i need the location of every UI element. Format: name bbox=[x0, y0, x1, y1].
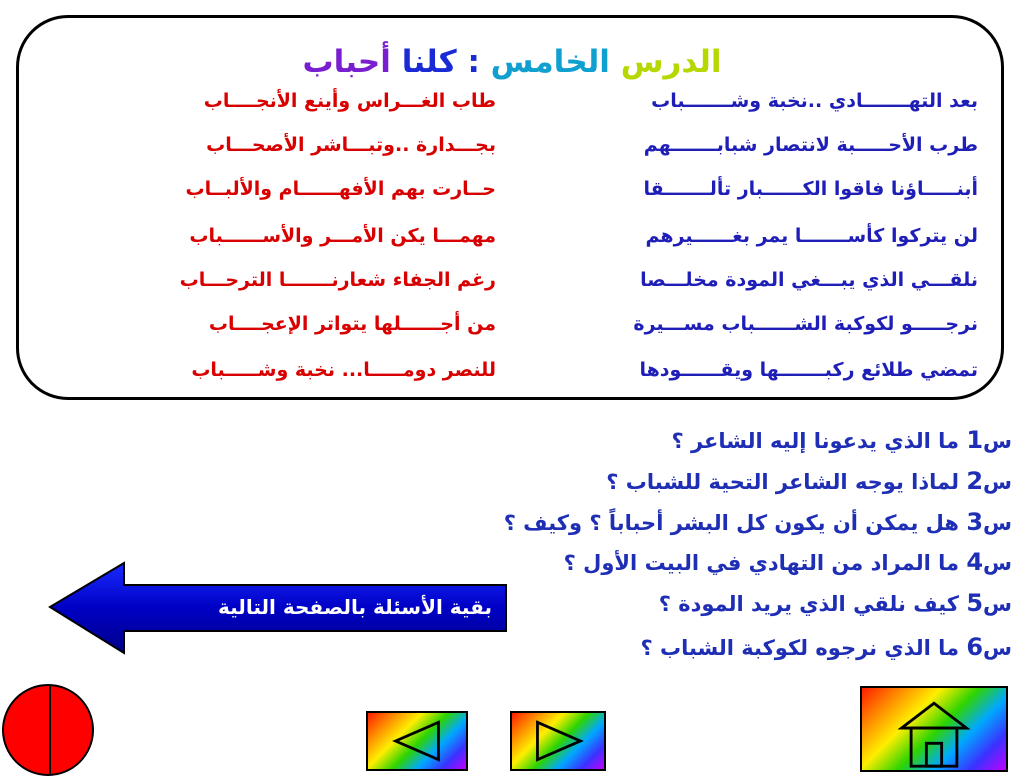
question-3: س3 هل يمكن أن يكون كل البشر أحباباً ؟ وكيف ؟ bbox=[503, 508, 1012, 536]
verse-2-first-half: طرب الأحـــــبة لانتصار شبابـــــــهم bbox=[643, 134, 978, 156]
title-separator: : bbox=[467, 44, 480, 80]
next-page-label[interactable]: بقية الأسئلة بالصفحة التالية bbox=[218, 595, 492, 619]
verse-7-second-half: للنصر دومـــــا... نخبة وشـــــباب bbox=[191, 359, 496, 381]
lesson-title bbox=[0, 40, 1024, 84]
verse-3-first-half: أبنـــــاؤنا فاقوا الكــــــبار تألـــــــقا bbox=[643, 178, 978, 200]
verse-4-second-half: مهمـــا يكن الأمـــر والأســــــباب bbox=[189, 225, 496, 247]
verse-1-first-half: بعد التهـــــــادي ..نخبة وشـــــــباب bbox=[651, 90, 978, 112]
verse-3-second-half: حــارت بهم الأفهــــــام والألبــاب bbox=[185, 178, 496, 200]
verse-4-first-half: لن يتركوا كأســـــــا يمر بغــــــيرهم bbox=[645, 225, 978, 247]
question-1: س1 ما الذي يدعونا إليه الشاعر ؟ bbox=[671, 426, 1012, 454]
triangle-left-icon bbox=[368, 713, 466, 769]
next-slide-button[interactable] bbox=[510, 711, 606, 771]
red-circle-shape bbox=[2, 684, 94, 776]
title-word-all-of-us: كلنا bbox=[401, 44, 457, 80]
question-2: س2 لماذا يوجه الشاعر التحية للشباب ؟ bbox=[606, 467, 1012, 495]
question-6: س6 ما الذي نرجوه لكوكبة الشباب ؟ bbox=[640, 633, 1012, 661]
verse-5-first-half: نلقـــي الذي يبـــغي المودة مخلـــصا bbox=[640, 269, 978, 291]
title-word-lesson: الدرس bbox=[620, 44, 722, 80]
verse-2-second-half: بجـــدارة ..وتبـــاشر الأصحـــاب bbox=[206, 134, 496, 156]
previous-slide-button[interactable] bbox=[366, 711, 468, 771]
title-word-fifth: الخامس bbox=[490, 44, 610, 80]
verse-6-second-half: من أجــــــلها يتواتر الإعجــــاب bbox=[208, 313, 496, 335]
verse-7-first-half: تمضي طلائع ركبـــــــها ويقــــــودها bbox=[639, 359, 978, 381]
question-4: س4 ما المراد من التهادي في البيت الأول ؟ bbox=[563, 548, 1012, 576]
question-5: س5 كيف نلقي الذي يريد المودة ؟ bbox=[658, 589, 1012, 617]
triangle-right-icon bbox=[512, 713, 604, 769]
home-icon bbox=[862, 688, 1006, 770]
verse-5-second-half: رغم الجفاء شعارنـــــــا الترحـــاب bbox=[179, 269, 496, 291]
title-word-beloved: أحباب bbox=[302, 44, 391, 80]
home-button[interactable] bbox=[860, 686, 1008, 772]
verse-1-second-half: طاب الغـــراس وأينع الأنجــــاب bbox=[203, 90, 496, 112]
verse-6-first-half: نرجـــــو لكوكبة الشــــــباب مســـيرة bbox=[633, 313, 978, 335]
